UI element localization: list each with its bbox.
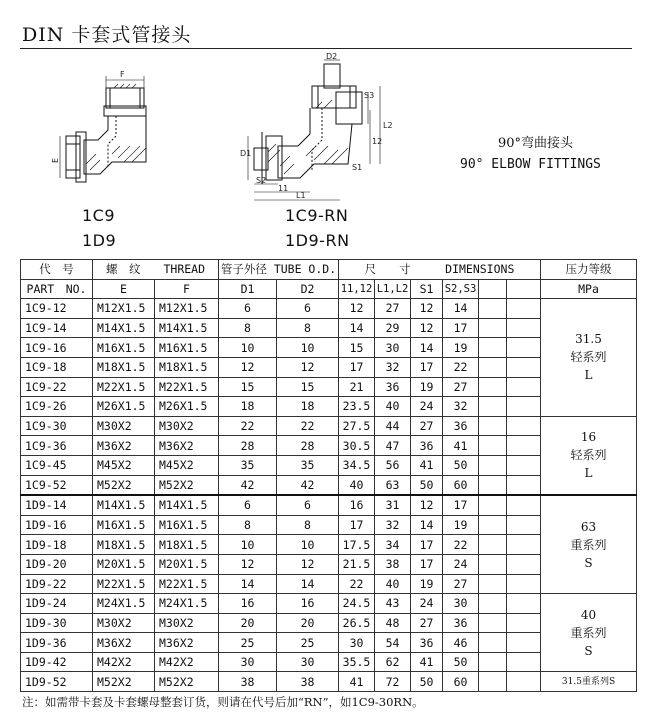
s23-cell: 32 [443,397,479,417]
d2-cell: 10 [277,338,339,358]
s1-cell: 17 [411,357,443,377]
header-thread: 螺 纹 THREAD [93,260,219,280]
s23-cell: 24 [443,554,479,574]
dim-label-11: 11 [278,184,289,193]
header-s1: S1 [411,279,443,299]
thread-e-cell: M36X2 [93,633,155,653]
l1l2-cell: 62 [375,652,411,672]
empty-cell [479,299,507,319]
pressure-value: 63 [580,519,597,534]
thread-f-cell: M26X1.5 [155,397,219,417]
s23-cell: 17 [443,495,479,515]
l12-cell: 14 [339,318,375,338]
thread-e-cell: M52X2 [93,475,155,495]
empty-cell [479,397,507,417]
l1l2-cell: 29 [375,318,411,338]
pressure-class-cell [541,672,637,692]
s1-cell: 27 [411,416,443,436]
thread-f-cell: M12X1.5 [155,299,219,319]
d1-cell: 12 [219,554,277,574]
d1-cell: 16 [219,594,277,614]
d2-cell: 10 [277,535,339,555]
dim-label-l1: L1 [296,191,306,200]
s23-cell: 41 [443,436,479,456]
dim-label-f: F [120,70,125,79]
thread-f-cell: M36X2 [155,633,219,653]
pressure-class-cell [541,495,637,593]
dim-label-s2: S2 [256,176,267,185]
s23-cell: 19 [443,338,479,358]
thread-f-cell: M22X1.5 [155,377,219,397]
l1l2-cell: 32 [375,515,411,535]
d1-cell: 6 [219,495,277,515]
part-no-cell: 1D9-18 [21,535,93,555]
l12-cell: 41 [339,672,375,692]
s23-cell: 27 [443,574,479,594]
d2-cell: 6 [277,495,339,515]
dim-label-e: E [51,157,60,163]
part-no-cell: 1D9-30 [21,613,93,633]
dim-label-d2: D2 [326,52,338,61]
l1l2-cell: 43 [375,594,411,614]
l1l2-cell: 47 [375,436,411,456]
empty-cell [507,377,541,397]
empty-cell [507,613,541,633]
d1-cell: 12 [219,357,277,377]
title-divider [20,48,632,49]
empty-cell [507,338,541,358]
s23-cell: 19 [443,515,479,535]
thread-e-cell: M42X2 [93,652,155,672]
d2-cell: 18 [277,397,339,417]
empty-cell [479,535,507,555]
l1l2-cell: 48 [375,613,411,633]
thread-e-cell: M30X2 [93,416,155,436]
thread-f-cell: M18X1.5 [155,357,219,377]
header-code: 代 号 [21,260,93,280]
d2-cell: 12 [277,357,339,377]
s1-cell: 36 [411,436,443,456]
l12-cell: 17.5 [339,535,375,555]
part-no-cell: 1C9-26 [21,397,93,417]
empty-cell [507,416,541,436]
s23-cell: 60 [443,672,479,692]
d2-cell: 22 [277,416,339,436]
s23-cell: 36 [443,416,479,436]
part-no-cell: 1D9-20 [21,554,93,574]
empty-cell [507,652,541,672]
elbow-caption-cn: 90°弯曲接头 [498,136,574,151]
empty-cell [479,652,507,672]
elbow-caption-en: 90° ELBOW FITTINGS [460,157,601,172]
s1-cell: 24 [411,397,443,417]
header-l12: 11,12 [339,279,375,299]
header-d2: D2 [277,279,339,299]
s1-cell: 14 [411,515,443,535]
caption-1c9-rn: 1C9-RN [285,206,349,225]
part-no-cell: 1C9-30 [21,416,93,436]
part-no-cell: 1C9-18 [21,357,93,377]
pressure-code: S [584,643,593,658]
d1-cell: 10 [219,535,277,555]
l12-cell: 34.5 [339,455,375,475]
pressure-code: L [584,368,593,383]
thread-f-cell: M20X1.5 [155,554,219,574]
d2-cell: 14 [277,574,339,594]
header-e: E [93,279,155,299]
caption-1d9: 1D9 [82,231,117,250]
empty-cell [507,299,541,319]
empty-cell [479,495,507,515]
s1-cell: 14 [411,338,443,358]
d2-cell: 28 [277,436,339,456]
s1-cell: 27 [411,613,443,633]
l12-cell: 30 [339,633,375,653]
header-mpa: MPa [541,279,637,299]
empty-cell [479,515,507,535]
l1l2-cell: 32 [375,357,411,377]
thread-f-cell: M52X2 [155,672,219,692]
d1-cell: 14 [219,574,277,594]
thread-f-cell: M22X1.5 [155,574,219,594]
empty-cell [479,436,507,456]
d1-cell: 22 [219,416,277,436]
l1l2-cell: 31 [375,495,411,515]
d2-cell: 35 [277,455,339,475]
l1l2-cell: 54 [375,633,411,653]
thread-e-cell: M45X2 [93,455,155,475]
thread-e-cell: M24X1.5 [93,594,155,614]
thread-e-cell: M18X1.5 [93,357,155,377]
empty-cell [507,357,541,377]
thread-f-cell: M16X1.5 [155,515,219,535]
empty-cell [479,574,507,594]
l12-cell: 15 [339,338,375,358]
header-d1: D1 [219,279,277,299]
empty-cell [507,554,541,574]
thread-e-cell: M36X2 [93,436,155,456]
header-tube-od: 管子外径 TUBE O.D. [219,260,339,280]
empty-cell [507,535,541,555]
thread-e-cell: M22X1.5 [93,574,155,594]
d2-cell: 8 [277,515,339,535]
thread-f-cell: M14X1.5 [155,318,219,338]
thread-e-cell: M14X1.5 [93,318,155,338]
l1l2-cell: 44 [375,416,411,436]
pressure-value: 16 [580,430,597,445]
s1-cell: 50 [411,672,443,692]
empty-cell [507,633,541,653]
s23-cell: 27 [443,377,479,397]
dim-label-d1: D1 [240,149,252,158]
thread-f-cell: M18X1.5 [155,535,219,555]
empty-cell [479,318,507,338]
l12-cell: 21 [339,377,375,397]
l12-cell: 40 [339,475,375,495]
l1l2-cell: 36 [375,377,411,397]
table-row [21,416,637,436]
d1-cell: 20 [219,613,277,633]
thread-f-cell: M52X2 [155,475,219,495]
l1l2-cell: 34 [375,535,411,555]
thread-f-cell: M14X1.5 [155,495,219,515]
thread-f-cell: M30X2 [155,613,219,633]
dim-label-s3: S3 [364,91,375,100]
l12-cell: 26.5 [339,613,375,633]
pressure-code: S [584,555,593,570]
pressure-class-cell [541,594,637,672]
d1-cell: 18 [219,397,277,417]
l1l2-cell: 56 [375,455,411,475]
d1-cell: 8 [219,318,277,338]
part-no-cell: 1C9-52 [21,475,93,495]
empty-cell [507,475,541,495]
elbow-fitting-drawing-right [240,52,400,202]
d1-cell: 30 [219,652,277,672]
part-no-cell: 1C9-45 [21,455,93,475]
d1-cell: 35 [219,455,277,475]
header-dimensions: 尺 寸 DIMENSIONS [339,260,541,280]
part-no-cell: 1D9-14 [21,495,93,515]
pressure-code: L [584,466,593,481]
d1-cell: 15 [219,377,277,397]
empty-cell [507,318,541,338]
dimension-table [20,259,637,692]
l12-cell: 30.5 [339,436,375,456]
s1-cell: 12 [411,318,443,338]
page-title: DIN 卡套式管接头 [22,24,192,46]
pressure-class-text: 31.5重系列S [561,676,616,687]
table-row [21,594,637,614]
s23-cell: 50 [443,455,479,475]
s23-cell: 50 [443,652,479,672]
table-row [21,672,637,692]
s23-cell: 60 [443,475,479,495]
thread-e-cell: M16X1.5 [93,338,155,358]
empty-cell [507,594,541,614]
part-no-cell: 1D9-52 [21,672,93,692]
empty-cell [507,672,541,692]
dim-label-12: 12 [372,137,383,146]
part-no-cell: 1D9-22 [21,574,93,594]
d2-cell: 30 [277,652,339,672]
s23-cell: 14 [443,299,479,319]
part-no-cell: 1D9-24 [21,594,93,614]
pressure-series: 轻系列 [570,448,607,463]
empty-cell [507,515,541,535]
l12-cell: 21.5 [339,554,375,574]
d1-cell: 10 [219,338,277,358]
part-no-cell: 1D9-16 [21,515,93,535]
thread-e-cell: M14X1.5 [93,495,155,515]
table-header-row-1 [21,260,637,280]
l12-cell: 12 [339,299,375,319]
elbow-fitting-drawing-left [51,70,170,190]
empty-cell [507,455,541,475]
thread-e-cell: M16X1.5 [93,515,155,535]
l12-cell: 22 [339,574,375,594]
part-no-cell: 1C9-16 [21,338,93,358]
l1l2-cell: 72 [375,672,411,692]
table-row [21,495,637,515]
thread-f-cell: M24X1.5 [155,594,219,614]
empty-cell [507,495,541,515]
pressure-series: 重系列 [570,625,607,640]
d2-cell: 12 [277,554,339,574]
s23-cell: 17 [443,318,479,338]
empty-cell [479,416,507,436]
empty-cell [507,574,541,594]
s1-cell: 17 [411,554,443,574]
l12-cell: 23.5 [339,397,375,417]
l1l2-cell: 30 [375,338,411,358]
s1-cell: 41 [411,455,443,475]
thread-e-cell: M18X1.5 [93,535,155,555]
s23-cell: 36 [443,613,479,633]
s1-cell: 17 [411,535,443,555]
thread-f-cell: M16X1.5 [155,338,219,358]
l12-cell: 27.5 [339,416,375,436]
empty-cell [507,436,541,456]
s1-cell: 24 [411,594,443,614]
pressure-value: 31.5 [575,332,602,347]
d2-cell: 20 [277,613,339,633]
s1-cell: 12 [411,495,443,515]
table-header-row-2 [21,279,637,299]
d2-cell: 15 [277,377,339,397]
thread-e-cell: M52X2 [93,672,155,692]
empty-cell [479,455,507,475]
d2-cell: 6 [277,299,339,319]
s23-cell: 46 [443,633,479,653]
header-pressure: 压力等级 [541,260,637,280]
d1-cell: 42 [219,475,277,495]
thread-e-cell: M12X1.5 [93,299,155,319]
header-s23: S2,S3 [443,279,479,299]
empty-cell [479,357,507,377]
s1-cell: 41 [411,652,443,672]
thread-f-cell: M45X2 [155,455,219,475]
d2-cell: 38 [277,672,339,692]
thread-e-cell: M22X1.5 [93,377,155,397]
table-row [21,299,637,319]
d2-cell: 16 [277,594,339,614]
footnote: 注：如需带卡套及卡套螺母整套订货，则请在代号后加“RN”，如1C9-30RN。 [22,695,424,709]
s1-cell: 12 [411,299,443,319]
s1-cell: 50 [411,475,443,495]
header-extra-1 [479,279,507,299]
caption-1c9: 1C9 [82,206,116,225]
header-l1l2: L1,L2 [375,279,411,299]
empty-cell [479,338,507,358]
part-no-cell: 1C9-14 [21,318,93,338]
dim-label-l2: L2 [383,121,393,130]
part-no-cell: 1C9-36 [21,436,93,456]
thread-e-cell: M26X1.5 [93,397,155,417]
empty-cell [479,594,507,614]
part-no-cell: 1D9-36 [21,633,93,653]
d2-cell: 42 [277,475,339,495]
l12-cell: 35.5 [339,652,375,672]
s1-cell: 19 [411,574,443,594]
thread-f-cell: M30X2 [155,416,219,436]
d1-cell: 28 [219,436,277,456]
empty-cell [507,397,541,417]
empty-cell [479,475,507,495]
s1-cell: 36 [411,633,443,653]
l1l2-cell: 27 [375,299,411,319]
l12-cell: 24.5 [339,594,375,614]
part-no-cell: 1D9-42 [21,652,93,672]
l12-cell: 16 [339,495,375,515]
d1-cell: 25 [219,633,277,653]
caption-1d9-rn: 1D9-RN [285,231,350,250]
d2-cell: 25 [277,633,339,653]
l1l2-cell: 38 [375,554,411,574]
empty-cell [479,672,507,692]
d1-cell: 8 [219,515,277,535]
s23-cell: 30 [443,594,479,614]
l1l2-cell: 40 [375,574,411,594]
empty-cell [479,633,507,653]
empty-cell [479,554,507,574]
thread-f-cell: M42X2 [155,652,219,672]
d1-cell: 6 [219,299,277,319]
pressure-series: 轻系列 [570,350,607,365]
pressure-series: 重系列 [570,537,607,552]
thread-e-cell: M30X2 [93,613,155,633]
part-no-cell: 1C9-22 [21,377,93,397]
s1-cell: 19 [411,377,443,397]
header-f: F [155,279,219,299]
pressure-value: 40 [580,607,597,622]
header-part-no: PART NO. [21,279,93,299]
d1-cell: 38 [219,672,277,692]
l1l2-cell: 40 [375,397,411,417]
empty-cell [479,613,507,633]
l1l2-cell: 63 [375,475,411,495]
thread-f-cell: M36X2 [155,436,219,456]
dim-label-s1: S1 [352,163,363,172]
empty-cell [479,377,507,397]
l12-cell: 17 [339,515,375,535]
part-no-cell: 1C9-12 [21,299,93,319]
header-extra-2 [507,279,541,299]
s23-cell: 22 [443,535,479,555]
d2-cell: 8 [277,318,339,338]
pressure-class-cell [541,299,637,417]
s23-cell: 22 [443,357,479,377]
l12-cell: 17 [339,357,375,377]
thread-e-cell: M20X1.5 [93,554,155,574]
pressure-class-cell [541,416,637,495]
